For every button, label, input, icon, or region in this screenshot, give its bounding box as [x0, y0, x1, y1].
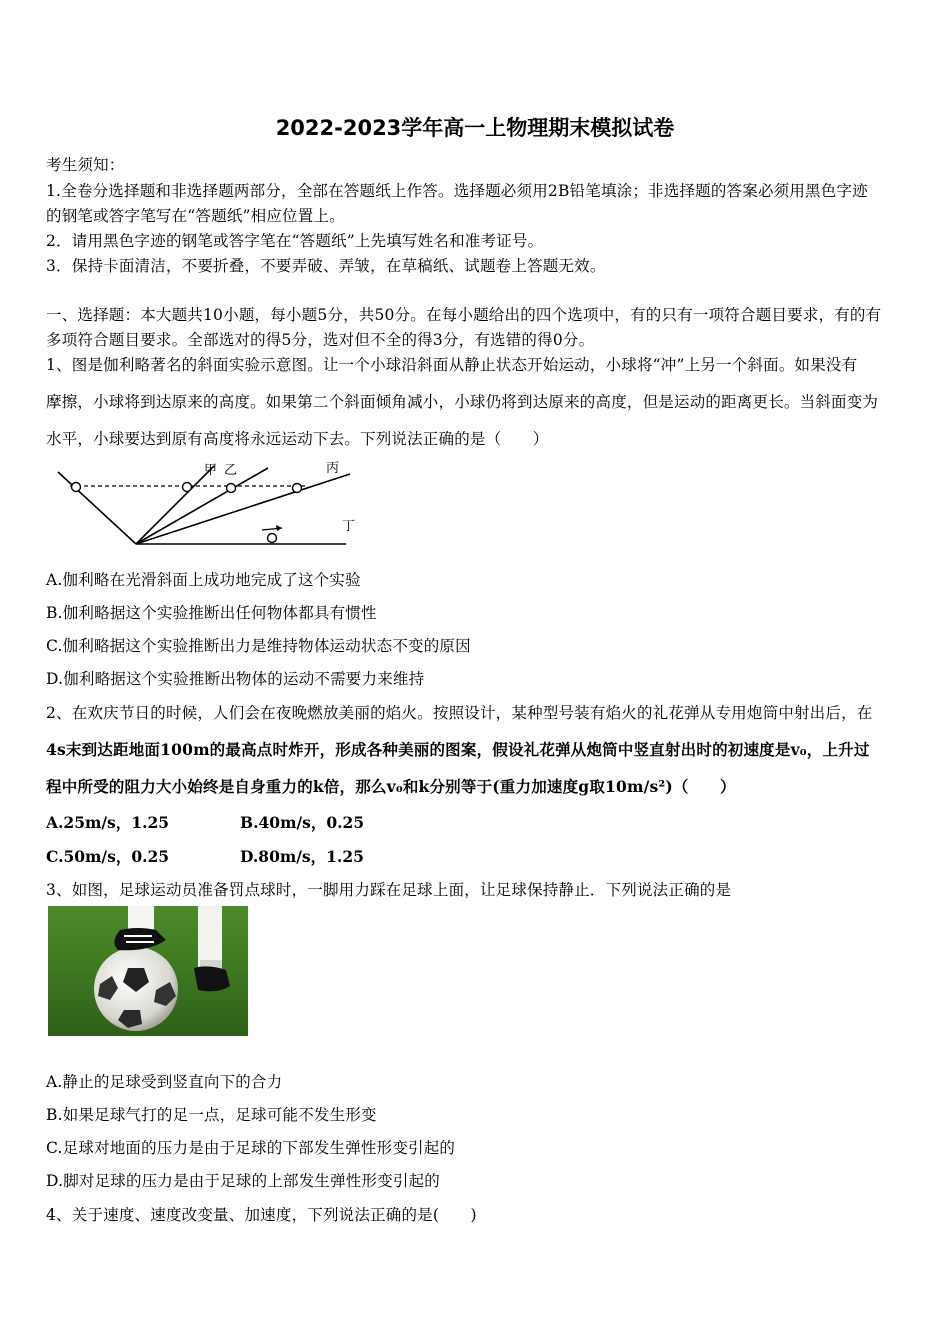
q2-option-c: C.50m/s，0.25 — [46, 847, 170, 866]
section-heading: 一、选择题：本大题共10小题，每小题5分，共50分。在每小题给出的四个选项中，有的只有一项符合题目要求，有的有 — [46, 306, 882, 324]
q2-option-a: A.25m/s，1.25 — [46, 813, 170, 832]
q2-text-1: 2、在欢庆节日的时候，人们会在夜晚燃放美丽的焰火。按照设计，某种型号装有焰火的礼花弹从专用炮筒中射出后，在 — [46, 704, 873, 722]
q3-text-1: 3、如图，足球运动员准备罚点球时，一脚用力踩在足球上面，让足球保持静止．下列说法正确的是 — [46, 881, 732, 899]
q2-text-3: 程中所受的阻力大小始终是自身重力的k倍，那么v₀和k分别等于(重力加速度g取10m/s²)（ ） — [46, 777, 736, 796]
q4-text-1: 4、关于速度、速度改变量、加速度，下列说法正确的是( ) — [46, 1206, 477, 1224]
q1-option-c: C.伽利略据这个实验推断出力是维持物体运动状态不变的原因 — [46, 637, 471, 655]
q1-text-3: 水平，小球要达到原有高度将永远运动下去。下列说法正确的是（ ） — [46, 430, 549, 448]
q3-option-a: A.静止的足球受到竖直向下的合力 — [46, 1073, 283, 1091]
label-jia: 甲 — [204, 463, 218, 478]
label-bing: 丙 — [326, 461, 340, 476]
notice-item-3: 3．保持卡面清洁，不要折叠，不要弄破、弄皱，在草稿纸、试题卷上答题无效。 — [46, 257, 606, 275]
notice-item-1: 1.全卷分选择题和非选择题两部分，全部在答题纸上作答。选择题必须用2B铅笔填涂；非选择题的答案必须用黑色字迹 — [46, 182, 868, 200]
q1-option-a: A.伽利略在光滑斜面上成功地完成了这个实验 — [46, 571, 361, 589]
q2-text-2: 4s末到达距地面100m的最高点时炸开，形成各种美丽的图案，假设礼花弹从炮筒中竖直射出时的初速度是v₀，上升过 — [46, 740, 870, 759]
notice-item-1-cont: 的钢笔或答字笔写在“答题纸”相应位置上。 — [46, 207, 345, 225]
label-ding: 丁 — [342, 519, 356, 534]
notice-item-2: 2．请用黑色字迹的钢笔或答字笔在“答题纸”上先填写姓名和准考证号。 — [46, 232, 544, 250]
q3-option-c: C.足球对地面的压力是由于足球的下部发生弹性形变引起的 — [46, 1139, 456, 1157]
q1-text-2: 摩擦，小球将到达原来的高度。如果第二个斜面倾角减小，小球仍将到达原来的高度，但是运动的距离更长。当斜面变为 — [46, 393, 879, 411]
section-heading-cont: 多项符合题目要求。全部选对的得5分，选对但不全的得3分，有选错的得0分。 — [46, 331, 595, 349]
q1-text-1: 1、图是伽利略著名的斜面实验示意图。让一个小球沿斜面从静止状态开始运动，小球将“冲”上另一个斜面。如果没有 — [46, 356, 858, 374]
page-title: 2022-2023学年高一上物理期末模拟试卷 — [275, 116, 675, 140]
q2-option-d: D.80m/s，1.25 — [240, 847, 364, 866]
q1-option-d: D.伽利略据这个实验推断出物体的运动不需要力来维持 — [46, 670, 425, 688]
q3-option-d: D.脚对足球的压力是由于足球的上部发生弹性形变引起的 — [46, 1172, 441, 1190]
q3-option-b: B.如果足球气打的足一点，足球可能不发生形变 — [46, 1106, 377, 1124]
galileo-incline-figure — [46, 458, 366, 550]
q1-option-b: B.伽利略据这个实验推断出任何物体都具有惯性 — [46, 604, 377, 622]
football-photo — [48, 906, 248, 1036]
q2-option-b: B.40m/s，0.25 — [240, 813, 365, 832]
label-yi: 乙 — [224, 463, 238, 478]
notice-heading: 考生须知： — [46, 156, 125, 174]
